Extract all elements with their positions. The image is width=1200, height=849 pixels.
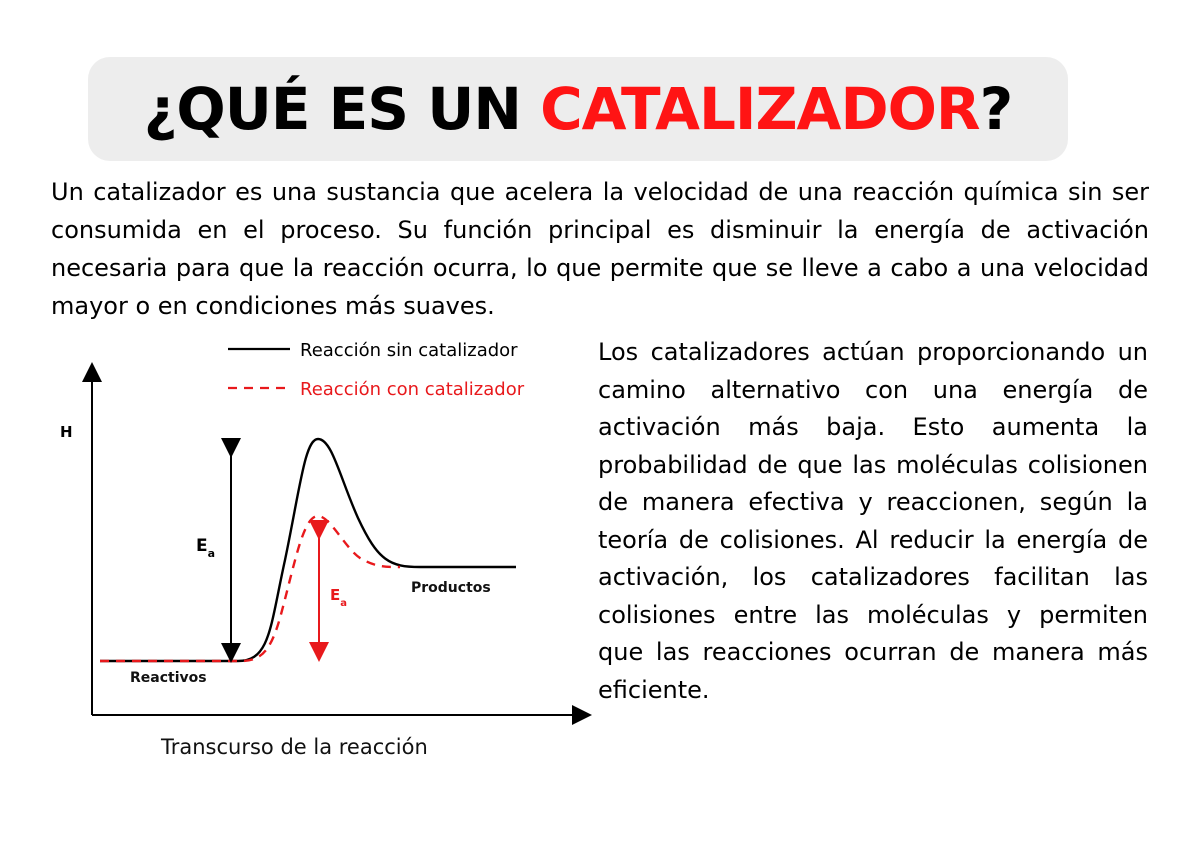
energy-diagram	[60, 328, 600, 768]
title-highlight: CATALIZADOR	[540, 75, 980, 143]
y-axis-label: H	[60, 423, 73, 441]
title-text: ¿QUÉ ES UN	[143, 75, 541, 143]
catalyzed-curve	[100, 516, 400, 661]
intro-paragraph: Un catalizador es una sustancia que acelera la velocidad de una reacción química sin ser consumida en el proceso. Su función principal es disminuir la energía de activación necesaria para que la reacción ocurra, lo que permite que se lleve a cabo a una velocidad mayor o en condiciones más suaves.	[51, 178, 1149, 320]
ea-uncatalyzed-label: $E_a$	[196, 536, 216, 560]
uncatalyzed-curve	[100, 439, 516, 661]
ea-catalyzed-label: $E_a$	[330, 586, 347, 609]
legend-catalyzed: Reacción con catalizador	[300, 379, 525, 400]
side-paragraph: Los catalizadores actúan proporcionando un camino alternativo con una energía de activación más baja. Esto aumenta la probabilidad de que las moléculas colisionen de manera efectiva y reaccionen, según la teoría de colisiones. Al reducir la energía de activación, los catalizadores facilitan las colisiones entre las moléculas y permiten que las reacciones ocurran de manera más eficiente.	[598, 338, 1148, 704]
title-banner	[88, 57, 1068, 161]
title-question-mark: ?	[979, 75, 1013, 143]
reactants-label: Reactivos	[130, 670, 207, 686]
x-axis-label: Transcurso de la reacción	[161, 735, 428, 759]
products-label: Productos	[411, 580, 491, 596]
legend-uncatalyzed: Reacción sin catalizador	[300, 340, 518, 361]
energy-diagram-svg	[60, 328, 600, 768]
